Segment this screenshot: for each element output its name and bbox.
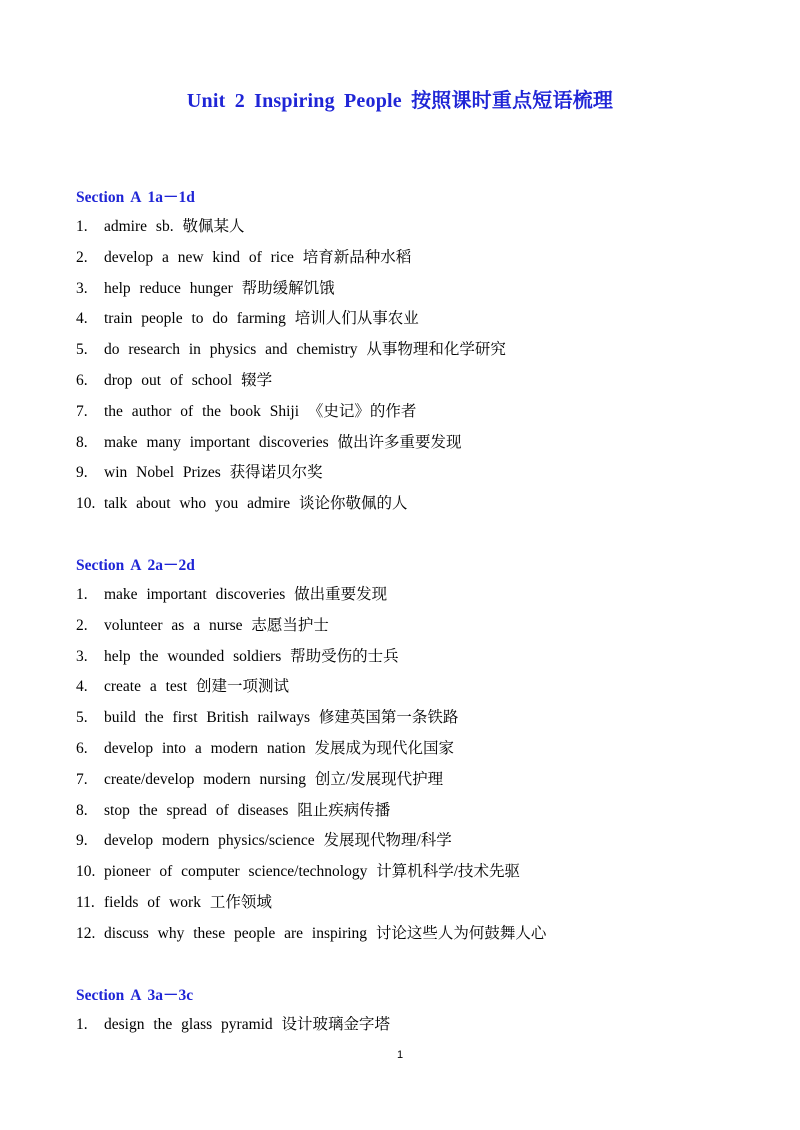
item-number: 7. — [76, 402, 88, 420]
list-item — [76, 734, 776, 765]
list-item — [76, 580, 776, 611]
item-number: 9. — [76, 464, 88, 482]
item-text: admire sb. 敬佩某人 — [104, 218, 245, 235]
item-number: 10. — [76, 495, 96, 513]
item-text: develop into a modern nation 发展成为现代化国家 — [104, 739, 455, 757]
section-a-1a-1d — [76, 183, 776, 520]
item-number: 4. — [76, 310, 88, 328]
list-item — [76, 611, 776, 642]
item-number: 5. — [76, 341, 88, 359]
page-number: 1 — [396, 1049, 404, 1061]
list-item — [76, 1010, 776, 1041]
item-number: 11. — [76, 893, 95, 911]
list-item — [76, 428, 776, 459]
section-a-3a-3c — [76, 981, 776, 1041]
item-text: stop the spread of diseases 阻止疾病传播 — [104, 801, 391, 819]
item-text: create a test 创建一项测试 — [104, 678, 290, 696]
item-text: discuss why these people are inspiring 讨论这些人为何鼓舞人心 — [104, 924, 547, 942]
item-text: talk about who you admire 谈论你敬佩的人 — [104, 495, 408, 513]
item-text: help reduce hunger 帮助缓解饥饿 — [104, 279, 335, 297]
list-item — [76, 796, 776, 827]
item-number: 7. — [76, 770, 88, 788]
section-a-2a-2d — [76, 551, 776, 950]
item-number: 3. — [76, 647, 88, 665]
section-heading: Section A 3a－3c — [76, 987, 194, 1004]
item-text: do research in physics and chemistry 从事物理和化学研究 — [104, 341, 506, 359]
list-item — [76, 919, 776, 950]
list-item — [76, 672, 776, 703]
item-text: help the wounded soldiers 帮助受伤的士兵 — [104, 647, 399, 665]
list-item — [76, 274, 776, 305]
item-number: 1. — [76, 218, 88, 235]
item-number: 1. — [76, 586, 88, 603]
item-number: 8. — [76, 433, 88, 451]
item-text: win Nobel Prizes 获得诺贝尔奖 — [104, 464, 323, 482]
item-number: 10. — [76, 863, 96, 881]
item-number: 3. — [76, 279, 88, 297]
item-number: 4. — [76, 678, 88, 696]
item-text: drop out of school 辍学 — [104, 371, 273, 389]
item-number: 8. — [76, 801, 88, 819]
item-text: make important discoveries 做出重要发现 — [104, 586, 388, 603]
item-text: develop modern physics/science 发展现代物理/科学 — [104, 832, 452, 850]
item-number: 2. — [76, 248, 88, 266]
list-item — [76, 243, 776, 274]
item-text: the author of the book Shiji 《史记》的作者 — [104, 402, 417, 420]
section-heading: Section A 1a－1d — [76, 189, 195, 206]
list-item — [76, 335, 776, 366]
list-item — [76, 826, 776, 857]
list-item — [76, 458, 776, 489]
item-text: develop a new kind of rice 培育新品种水稻 — [104, 248, 412, 266]
item-text: design the glass pyramid 设计玻璃金字塔 — [104, 1016, 391, 1033]
section-heading: Section A 2a－2d — [76, 557, 195, 574]
list-item — [76, 857, 776, 888]
list-item — [76, 212, 776, 243]
list-item — [76, 304, 776, 335]
item-number: 12. — [76, 924, 96, 942]
item-text: train people to do farming 培训人们从事农业 — [104, 310, 419, 328]
list-item — [76, 366, 776, 397]
item-text: create/develop modern nursing 创立/发展现代护理 — [104, 770, 444, 788]
item-number: 2. — [76, 616, 88, 634]
list-item — [76, 765, 776, 796]
item-number: 6. — [76, 371, 88, 389]
item-number: 9. — [76, 832, 88, 850]
list-item — [76, 397, 776, 428]
list-item — [76, 489, 776, 520]
list-item — [76, 888, 776, 919]
list-item — [76, 642, 776, 673]
list-item — [76, 703, 776, 734]
page-title: Unit 2 Inspiring People 按照课时重点短语梳理 — [186, 90, 614, 112]
item-text: pioneer of computer science/technology 计算机科学/技术先驱 — [104, 863, 521, 881]
item-text: fields of work 工作领域 — [104, 893, 272, 911]
item-number: 1. — [76, 1016, 88, 1033]
item-number: 5. — [76, 709, 88, 727]
item-number: 6. — [76, 739, 88, 757]
item-text: volunteer as a nurse 志愿当护士 — [104, 616, 329, 634]
item-text: make many important discoveries 做出许多重要发现 — [104, 433, 462, 451]
item-text: build the first British railways 修建英国第一条铁路 — [104, 709, 459, 727]
